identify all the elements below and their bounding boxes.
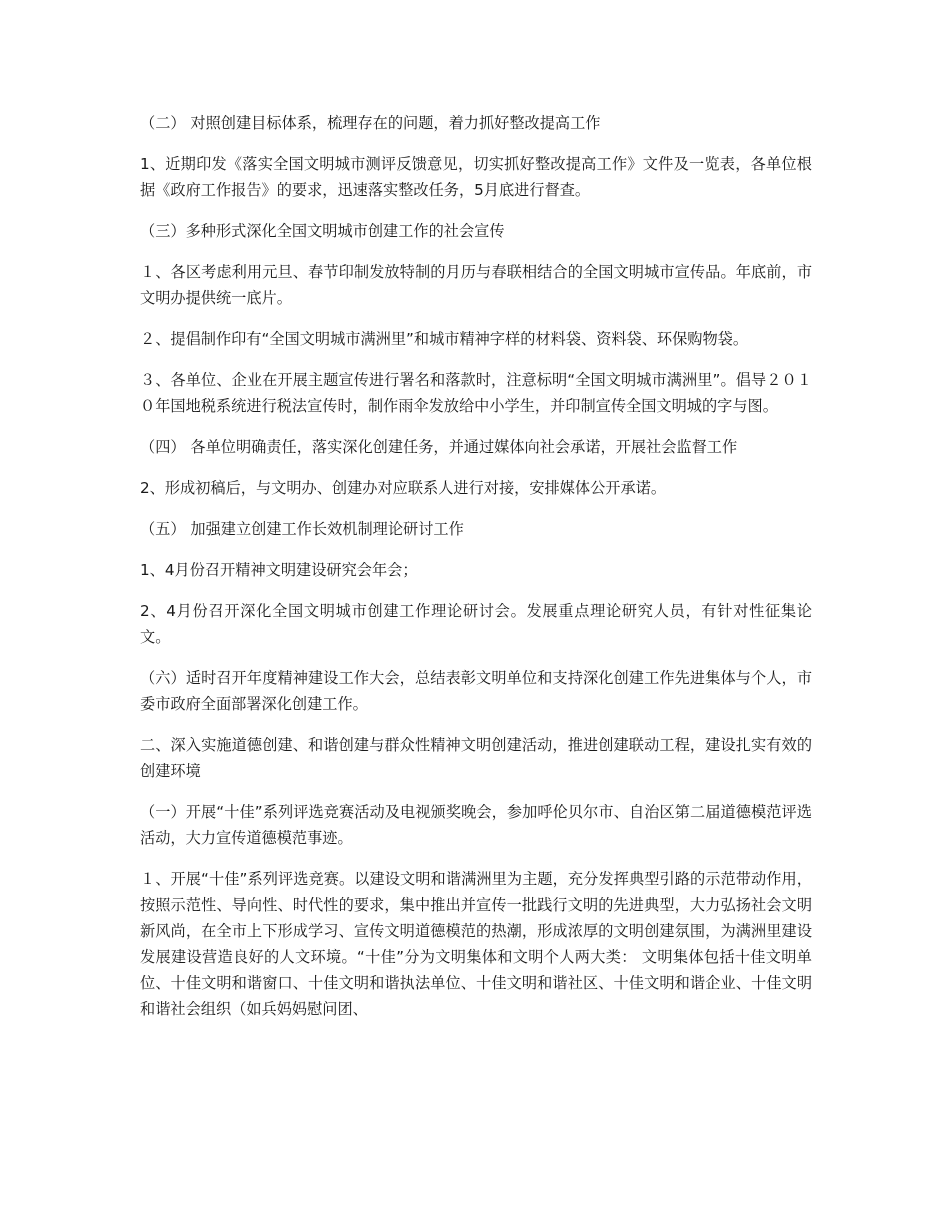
section-heading-2: （二） 对照创建目标体系，梳理存在的问题，着力抓好整改提高工作	[140, 114, 601, 132]
paragraph-rectification-notice: 1、近期印发《落实全国文明城市测评反馈意见，切实抓好整改提高工作》文件及一览表，各单位根据《政府工作报告》的要求，迅速落实整改任务，5月底进行督查。	[140, 155, 812, 199]
document-page	[140, 110, 812, 1037]
paragraph-shopping-bags: ２、提倡制作印有“全国文明城市满洲里”和城市精神字样的材料袋、资料袋、环保购物袋。	[140, 330, 749, 348]
paragraph-signature-umbrellas: ３、各单位、企业在开展主题宣传进行署名和落款时，注意标明“全国文明城市满洲里”。倡导２０１０年国地税系统进行税法宣传时，制作雨伞发放给中小学生，并印制宣传全国文明城的字与图。	[140, 371, 812, 415]
paragraph-theory-seminar: 2、4月份召开深化全国文明城市创建工作理论研讨会。发展重点理论研究人员，有针对性征集论文。	[140, 602, 812, 646]
chapter-heading-2: 二、深入实施道德创建、和谐创建与群众性精神文明创建活动，推进创建联动工程，建设扎实有效的创建环境	[140, 736, 812, 780]
paragraph-annual-meeting: 1、4月份召开精神文明建设研究会年会；	[140, 561, 418, 579]
paragraph-media-commitment: 2、形成初稿后，与文明办、创建办对应联系人进行对接，安排媒体公开承诺。	[140, 479, 667, 497]
section-heading-6: （六）适时召开年度精神建设工作大会，总结表彰文明单位和支持深化创建工作先进集体与个人，市委市政府全面部署深化创建工作。	[140, 669, 812, 713]
section-heading-4: （四） 各单位明确责任，落实深化创建任务，并通过媒体向社会承诺，开展社会监督工作	[140, 438, 738, 456]
subsection-heading-1: （一）开展“十佳”系列评选竞赛活动及电视颁奖晚会，参加呼伦贝尔市、自治区第二届道德模范评选活动，大力宣传道德模范事迹。	[140, 803, 812, 847]
paragraph-top-ten-selection: １、开展“十佳”系列评选竞赛。以建设文明和谐满洲里为主题，充分发挥典型引路的示范带动作用，按照示范性、导向性、时代性的要求，集中推出并宣传一批践行文明的先进典型，大力弘扬社会文明新风尚，在全市上下形成学习、宣传文明道德模范的热潮，形成浓厚的文明创建氛围，为满洲里建设发展建设营造良好的人文环境。“十佳”分为文明集体和文明个人两大类： 文明集体包括十佳文明单位、十佳文明和谐窗口、十佳文明和谐执法单位、十佳文明和谐社区、十佳文明和谐企业、十佳文明和谐社会组织（如兵妈妈慰问团、	[140, 870, 812, 1018]
paragraph-calendar-couplets: １、各区考虑利用元旦、春节印制发放特制的月历与春联相结合的全国文明城市宣传品。年底前，市文明办提供统一底片。	[140, 263, 812, 307]
section-heading-5: （五） 加强建立创建工作长效机制理论研讨工作	[140, 520, 464, 538]
section-heading-3: （三）多种形式深化全国文明城市创建工作的社会宣传	[140, 222, 505, 240]
